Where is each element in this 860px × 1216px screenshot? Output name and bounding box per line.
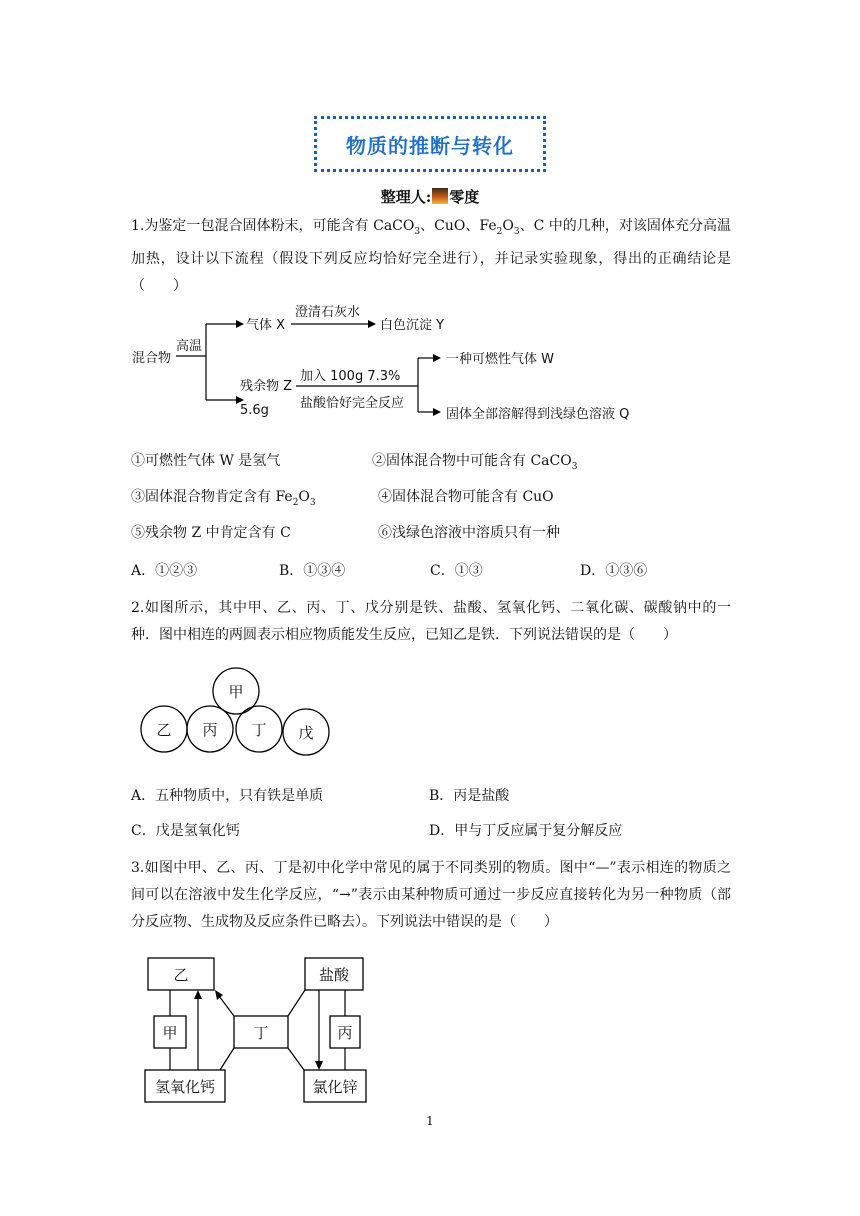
box-zinc-chloride: 氯化锌 <box>312 1078 358 1096</box>
heat-label: 高温 <box>176 339 203 354</box>
page-number: 1 <box>426 1114 434 1128</box>
gas-x-label: 气体 X <box>246 318 286 333</box>
circle-jia: 甲 <box>228 683 244 701</box>
add-acid-label-1: 加入 100g 7.3% <box>300 369 401 384</box>
q2-choice-a[interactable]: A．五种物质中，只有铁是单质 <box>131 788 324 804</box>
compiler-name: 零度 <box>449 188 480 206</box>
residue-z-label: 残余物 Z <box>240 379 293 394</box>
circle-yi: 乙 <box>156 721 172 739</box>
box-bing: 丙 <box>337 1024 353 1042</box>
box-hydrochloric-acid: 盐酸 <box>318 966 350 984</box>
box-jia: 甲 <box>162 1024 178 1042</box>
mixture-label: 混合物 <box>132 351 172 366</box>
solution-q-label: 固体全部溶解得到浅绿色溶液 Q <box>446 407 630 422</box>
q3-box-diagram <box>140 950 370 1110</box>
q1-statement-3: ③固体混合物肯定含有 $Fe_2O_3$ <box>131 489 316 508</box>
circle-wu: 戊 <box>298 724 314 742</box>
q1-statement-2: ②固体混合物中可能含有 CaCO$_3$ <box>372 453 578 472</box>
q1-choice-b[interactable]: B．①③④ <box>279 563 346 579</box>
q1-choice-a[interactable]: A．①②③ <box>131 563 198 579</box>
q1-flow-diagram <box>128 296 648 432</box>
q1-stem: 1.为鉴定一包混合固体粉末，可能含有 CaCO$_3$、CuO、$Fe_2O_3$、C 中的几种，对该固体充分高温加热，设计以下流程（假设下列反应均恰好完全进行），并记录实验现象，得出的正确结论是（ ） <box>131 218 731 294</box>
q2-choice-d[interactable]: D．甲与丁反应属于复分解反应 <box>429 823 623 839</box>
sunset-logo-icon <box>432 188 448 204</box>
q2-choice-b[interactable]: B．丙是盐酸 <box>429 788 510 804</box>
q2-circle-diagram <box>132 660 332 760</box>
q2-stem: 2.如图所示，其中甲、乙、丙、丁、戊分别是铁、盐酸、氢氧化钙、二氧化碳、碳酸钠中的一种．图中相连的两圆表示相应物质能发生反应，已知乙是铁．下列说法错误的是（ ） <box>131 600 731 643</box>
q1-statement-4: ④固体混合物可能含有 CuO <box>378 489 554 505</box>
q2-choice-c[interactable]: C．戊是氢氧化钙 <box>131 823 240 839</box>
box-yi: 乙 <box>173 966 189 984</box>
add-acid-label-2: 盐酸恰好完全反应 <box>300 396 405 411</box>
q1-statement-5: ⑤残余物 Z 中肯定含有 C <box>131 525 291 541</box>
circle-bing: 丙 <box>202 721 218 739</box>
circle-ding: 丁 <box>251 721 267 739</box>
compiler-line <box>0 186 860 207</box>
q1-choice-c[interactable]: C．①③ <box>430 563 483 579</box>
q1-choice-d[interactable]: D．①③⑥ <box>580 563 648 579</box>
q1-statement-6: ⑥浅绿色溶液中溶质只有一种 <box>378 525 560 541</box>
box-ding: 丁 <box>253 1024 269 1042</box>
title-box <box>314 116 546 172</box>
gas-w-label: 一种可燃性气体 W <box>446 352 554 367</box>
compiler-label: 整理人: <box>380 188 432 206</box>
limewater-label: 澄清石灰水 <box>295 305 361 320</box>
precipitate-y-label: 白色沉淀 Y <box>380 318 445 333</box>
box-calcium-hydroxide: 氢氧化钙 <box>154 1078 216 1096</box>
q1-statement-1: ①可燃性气体 W 是氢气 <box>131 453 281 469</box>
residue-mass-label: 5.6g <box>240 403 269 418</box>
q3-stem: 3.如图中甲、乙、丙、丁是初中化学中常见的属于不同类别的物质。图中“—”表示相连的物质之间可以在溶液中发生化学反应，“→”表示由某种物质可通过一步反应直接转化为另一种物质（部分反应物、生成物及反应条件已略去）。下列说法中错误的是（ ） <box>131 860 731 930</box>
page-title: 物质的推断与转化 <box>346 133 514 158</box>
